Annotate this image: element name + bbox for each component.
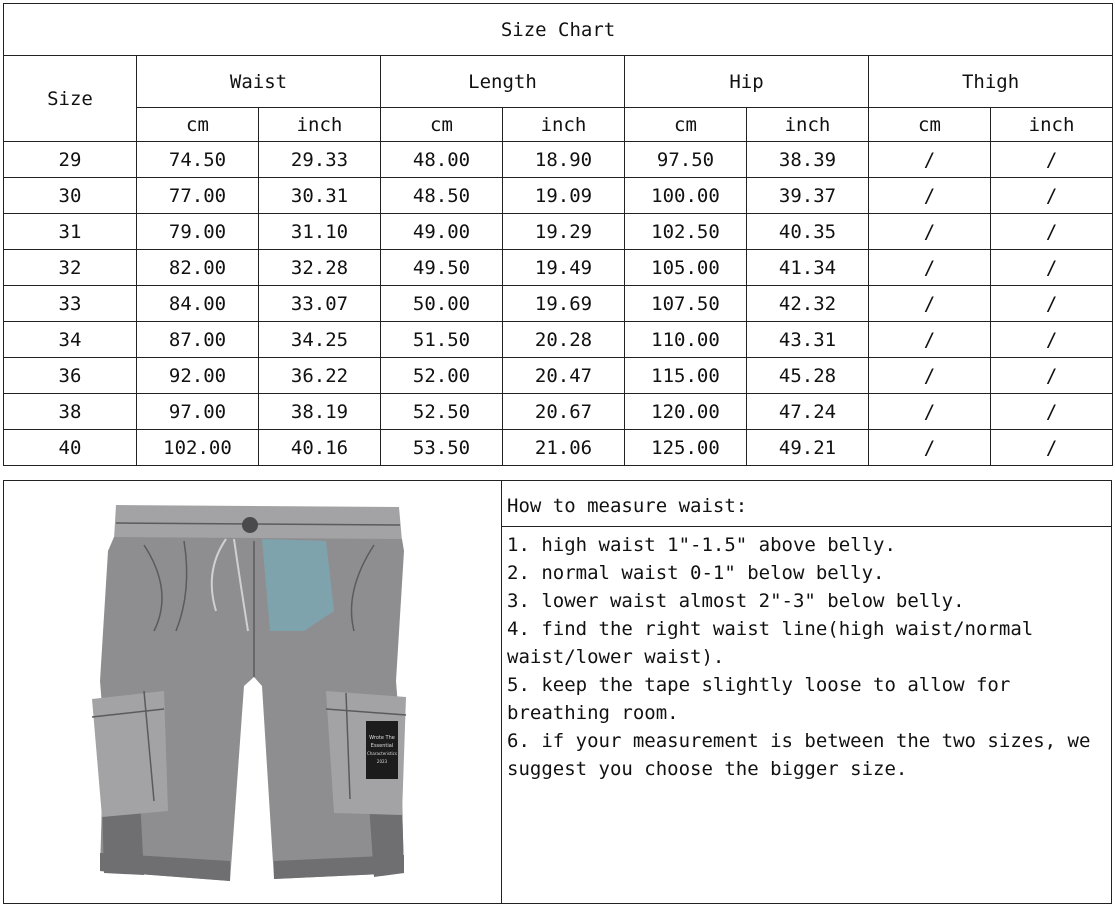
measurement-cell: 102.50 bbox=[625, 214, 747, 250]
measurement-cell: / bbox=[991, 250, 1113, 286]
list-item: 4. find the right waist line(high waist/normal waist/lower waist). bbox=[507, 618, 1045, 668]
measurement-cell: 32.28 bbox=[259, 250, 381, 286]
unit-header: cm bbox=[625, 108, 747, 142]
unit-header: inch bbox=[991, 108, 1113, 142]
measurement-cell: 84.00 bbox=[137, 286, 259, 322]
size-cell: 29 bbox=[4, 142, 137, 178]
measurement-cell: 36.22 bbox=[259, 358, 381, 394]
table-row bbox=[4, 214, 1113, 250]
measurement-cell: 19.69 bbox=[503, 286, 625, 322]
measurement-cell: 87.00 bbox=[137, 322, 259, 358]
hip-header: Hip bbox=[625, 56, 869, 108]
measurement-cell: 105.00 bbox=[625, 250, 747, 286]
measurement-cell: 49.50 bbox=[381, 250, 503, 286]
measurement-cell: 38.39 bbox=[747, 142, 869, 178]
measurement-cell: 120.00 bbox=[625, 394, 747, 430]
unit-header: inch bbox=[503, 108, 625, 142]
measurement-cell: 100.00 bbox=[625, 178, 747, 214]
table-row bbox=[4, 250, 1113, 286]
table-row bbox=[4, 286, 1113, 322]
measurement-cell: 77.00 bbox=[137, 178, 259, 214]
measurement-cell: 49.21 bbox=[747, 430, 869, 466]
list-item: 3. lower waist almost 2"-3" below belly. bbox=[507, 590, 965, 612]
measure-list bbox=[507, 531, 1107, 783]
svg-text:Wrote The: Wrote The bbox=[369, 735, 395, 741]
size-cell: 33 bbox=[4, 286, 137, 322]
measurement-cell: 33.07 bbox=[259, 286, 381, 322]
measurement-cell: 97.50 bbox=[625, 142, 747, 178]
measurement-cell: / bbox=[991, 286, 1113, 322]
size-cell: 34 bbox=[4, 322, 137, 358]
list-item: 1. high waist 1"-1.5" above belly. bbox=[507, 534, 896, 556]
measurement-cell: 39.37 bbox=[747, 178, 869, 214]
measurement-cell: / bbox=[869, 322, 991, 358]
size-cell: 38 bbox=[4, 394, 137, 430]
measurement-cell: 51.50 bbox=[381, 322, 503, 358]
measurement-cell: 19.29 bbox=[503, 214, 625, 250]
svg-text:2023: 2023 bbox=[376, 759, 388, 764]
measurement-cell: 47.24 bbox=[747, 394, 869, 430]
unit-header: cm bbox=[869, 108, 991, 142]
measurement-cell: 29.33 bbox=[259, 142, 381, 178]
chart-title: Size Chart bbox=[4, 4, 1113, 56]
measurement-cell: 40.35 bbox=[747, 214, 869, 250]
table-row bbox=[4, 394, 1113, 430]
measurement-cell: 125.00 bbox=[625, 430, 747, 466]
measurement-cell: 52.50 bbox=[381, 394, 503, 430]
table-row bbox=[4, 430, 1113, 466]
measurement-cell: 50.00 bbox=[381, 286, 503, 322]
unit-header: inch bbox=[747, 108, 869, 142]
length-header: Length bbox=[381, 56, 625, 108]
measurement-cell: 30.31 bbox=[259, 178, 381, 214]
measurement-cell: 110.00 bbox=[625, 322, 747, 358]
table-row bbox=[4, 142, 1113, 178]
measurement-cell: 19.49 bbox=[503, 250, 625, 286]
measurement-cell: 53.50 bbox=[381, 430, 503, 466]
svg-text:Characteristics: Characteristics bbox=[367, 751, 397, 756]
measurement-cell: 40.16 bbox=[259, 430, 381, 466]
measurement-cell: 43.31 bbox=[747, 322, 869, 358]
size-cell: 32 bbox=[4, 250, 137, 286]
measurement-cell: 20.47 bbox=[503, 358, 625, 394]
measurement-cell: / bbox=[991, 322, 1113, 358]
size-cell: 40 bbox=[4, 430, 137, 466]
waist-header: Waist bbox=[137, 56, 381, 108]
size-header: Size bbox=[4, 56, 137, 142]
measure-instructions bbox=[502, 481, 1111, 903]
list-item: 2. normal waist 0-1" below belly. bbox=[507, 562, 885, 584]
product-photo bbox=[4, 481, 502, 903]
measurement-cell: 45.28 bbox=[747, 358, 869, 394]
measurement-cell: / bbox=[991, 358, 1113, 394]
measurement-cell: / bbox=[991, 430, 1113, 466]
measurement-cell: / bbox=[869, 214, 991, 250]
measurement-cell: 48.50 bbox=[381, 178, 503, 214]
measure-title: How to measure waist: bbox=[502, 481, 1111, 527]
measurement-cell: / bbox=[991, 178, 1113, 214]
measurement-cell: 107.50 bbox=[625, 286, 747, 322]
table-row bbox=[4, 322, 1113, 358]
measurement-cell: 18.90 bbox=[503, 142, 625, 178]
size-chart-table bbox=[3, 3, 1113, 466]
measurement-cell: 74.50 bbox=[137, 142, 259, 178]
measurement-cell: 102.00 bbox=[137, 430, 259, 466]
measurement-cell: 42.32 bbox=[747, 286, 869, 322]
measurement-cell: 48.00 bbox=[381, 142, 503, 178]
table-row bbox=[4, 358, 1113, 394]
svg-text:Essential: Essential bbox=[370, 743, 394, 749]
measurement-cell: 34.25 bbox=[259, 322, 381, 358]
shorts-body bbox=[92, 505, 406, 881]
measurement-cell: 52.00 bbox=[381, 358, 503, 394]
measurement-cell: 38.19 bbox=[259, 394, 381, 430]
measurement-cell: / bbox=[869, 178, 991, 214]
measurement-cell: / bbox=[991, 394, 1113, 430]
measurement-cell: / bbox=[869, 430, 991, 466]
measurement-cell: / bbox=[869, 142, 991, 178]
measurement-cell: / bbox=[991, 214, 1113, 250]
measurement-cell: 92.00 bbox=[137, 358, 259, 394]
size-cell: 36 bbox=[4, 358, 137, 394]
measurement-cell: 20.28 bbox=[503, 322, 625, 358]
size-cell: 30 bbox=[4, 178, 137, 214]
unit-header: inch bbox=[259, 108, 381, 142]
measurement-cell: 21.06 bbox=[503, 430, 625, 466]
measurement-cell: 79.00 bbox=[137, 214, 259, 250]
cargo-shorts-illustration bbox=[4, 481, 501, 903]
measurement-cell: 49.00 bbox=[381, 214, 503, 250]
measurement-cell: 82.00 bbox=[137, 250, 259, 286]
measurement-cell: / bbox=[991, 142, 1113, 178]
table-row bbox=[4, 178, 1113, 214]
button-icon bbox=[242, 517, 258, 533]
measurement-cell: 115.00 bbox=[625, 358, 747, 394]
measurement-cell: 19.09 bbox=[503, 178, 625, 214]
size-cell: 31 bbox=[4, 214, 137, 250]
measure-section bbox=[3, 480, 1112, 904]
measurement-cell: / bbox=[869, 358, 991, 394]
measurement-cell: / bbox=[869, 286, 991, 322]
unit-header: cm bbox=[137, 108, 259, 142]
thigh-header: Thigh bbox=[869, 56, 1113, 108]
list-item: 5. keep the tape slightly loose to allow for breathing room. bbox=[507, 674, 1022, 724]
list-item: 6. if your measurement is between the two sizes, we suggest you choose the bigger size. bbox=[507, 730, 1102, 780]
measurement-cell: 97.00 bbox=[137, 394, 259, 430]
measurement-cell: / bbox=[869, 250, 991, 286]
size-chart-body bbox=[4, 142, 1113, 466]
measurement-cell: 31.10 bbox=[259, 214, 381, 250]
measurement-cell: 20.67 bbox=[503, 394, 625, 430]
measurement-cell: 41.34 bbox=[747, 250, 869, 286]
unit-header: cm bbox=[381, 108, 503, 142]
measurement-cell: / bbox=[869, 394, 991, 430]
